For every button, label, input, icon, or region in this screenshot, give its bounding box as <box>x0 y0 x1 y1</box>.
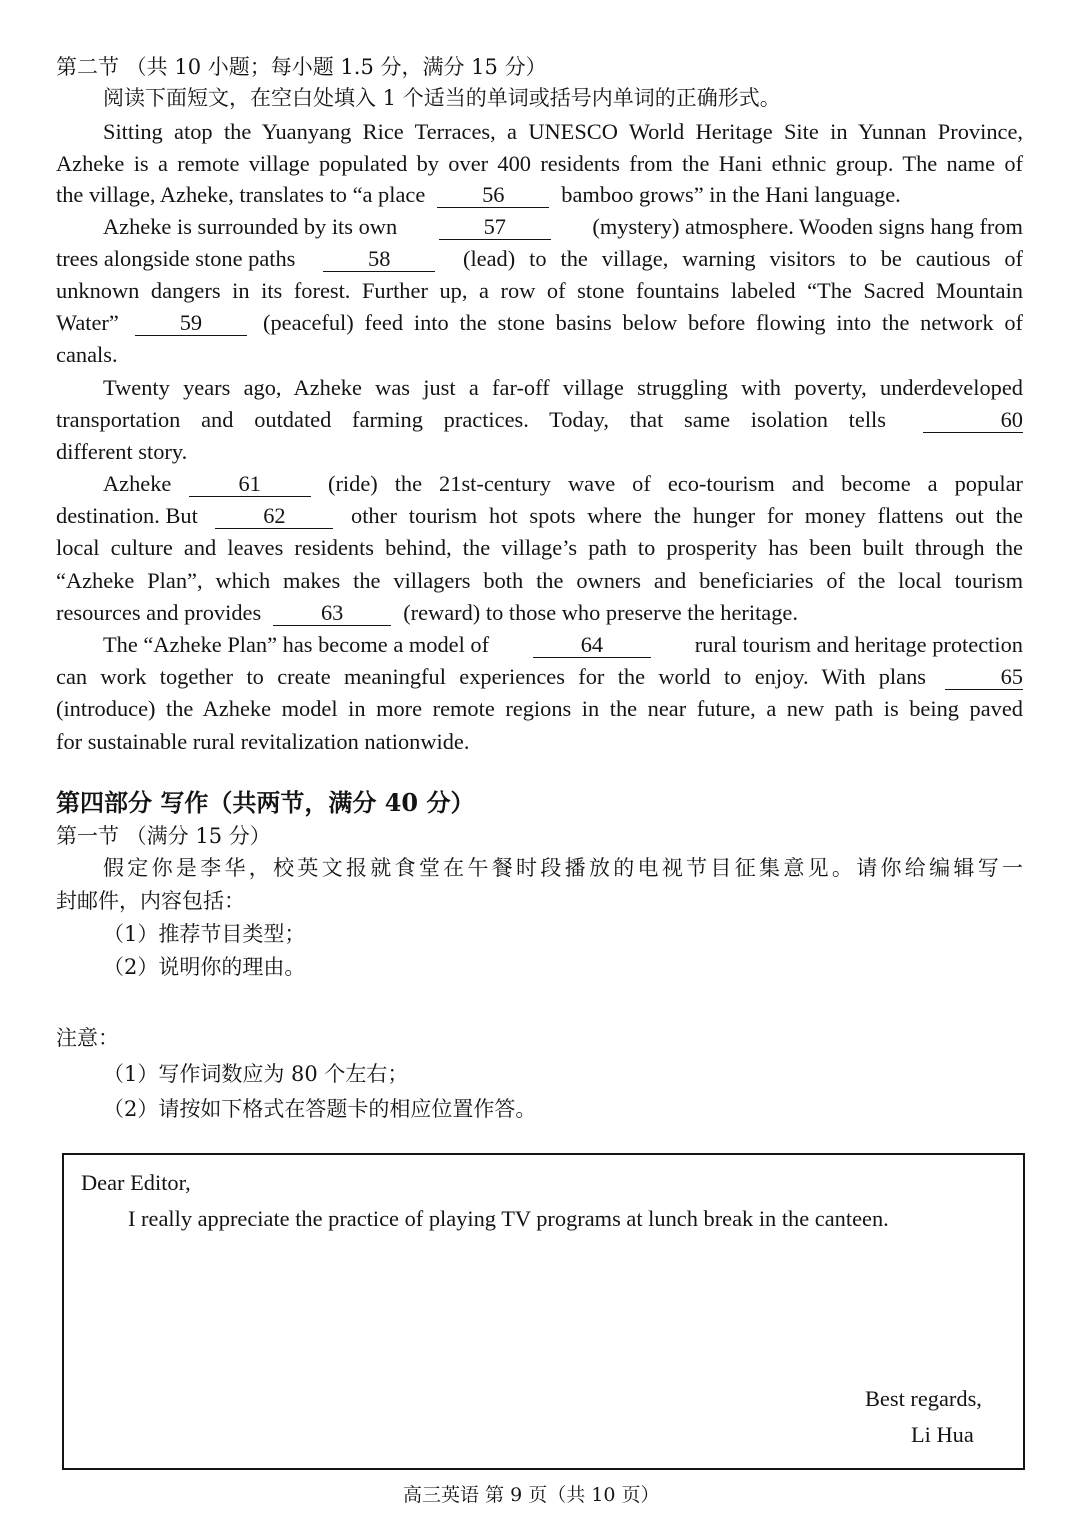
blank-58[interactable]: 58 <box>323 248 435 272</box>
passage-line: unknown dangers in its forest. Further up, a row of stone fountains labeled “The Sacred Mountain <box>56 278 1023 303</box>
section-instruction: 阅读下面短文，在空白处填入 1 个适当的单词或括号内单词的正确形式。 <box>103 86 781 110</box>
passage-line: Azheke is a remote village populated by over 400 residents from the Hani ethnic group. The name of <box>56 151 1023 176</box>
passage-line: destination. But 62 other tourism hot spots where the hunger for money flattens out the <box>56 503 1023 528</box>
passage-line: Twenty years ago, Azheke was just a far-off village struggling with poverty, underdeveloped <box>103 375 1023 400</box>
passage-line: Azheke is surrounded by its own 57 (mystery) atmosphere. Wooden signs hang from <box>103 214 1023 239</box>
passage-line: transportation and outdated farming practices. Today, that same isolation tells 60 <box>56 407 1023 432</box>
task-text: 假定你是李华，校英文报就食堂在午餐时段播放的电视节目征集意见。请你给编辑写一 <box>103 856 1023 880</box>
passage-line: The “Azheke Plan” has become a model of 64 rural tourism and heritage protection <box>103 632 1023 657</box>
letter-first-line: I really appreciate the practice of playing TV programs at lunch break in the canteen. <box>128 1206 889 1231</box>
note-title: 注意： <box>56 1026 119 1050</box>
note-item: （1）写作词数应为 80 个左右； <box>103 1062 409 1086</box>
passage-line: Azheke 61 (ride) the 21st-century wave of eco-tourism and become a popular <box>103 471 1023 496</box>
passage-line: local culture and leaves residents behind, the village’s path to prosperity has been built through the <box>56 535 1023 560</box>
part-heading: 第四部分 写作（共两节，满分 40 分） <box>56 788 475 817</box>
blank-57[interactable]: 57 <box>439 216 551 240</box>
blank-65[interactable]: 65 <box>945 666 1023 690</box>
letter-template-box <box>62 1153 1025 1470</box>
section-heading: 第二节 （共 10 小题；每小题 1.5 分，满分 15 分） <box>56 55 547 79</box>
passage-line: Water” 59 (peaceful) feed into the stone basins below before flowing into the network of <box>56 310 1023 335</box>
section-heading: 第一节 （满分 15 分） <box>56 824 271 848</box>
page-footer: 高三英语 第 9 页（共 10 页） <box>403 1484 660 1506</box>
passage-line: (introduce) the Azheke model in more remote regions in the near future, a new path is being paved <box>56 696 1023 721</box>
passage-line: trees alongside stone paths 58 (lead) to the village, warning visitors to be cautious of <box>56 246 1023 271</box>
note-item: （2）请按如下格式在答题卡的相应位置作答。 <box>103 1097 537 1121</box>
blank-61[interactable]: 61 <box>189 473 311 497</box>
letter-greeting: Dear Editor, <box>81 1170 191 1195</box>
passage-line: the village, Azheke, translates to “a place 56 bamboo grows” in the Hani language. <box>56 182 901 207</box>
blank-59[interactable]: 59 <box>135 312 247 336</box>
task-text: 封邮件，内容包括： <box>56 889 245 913</box>
task-item: （2）说明你的理由。 <box>103 955 306 979</box>
passage-line: canals. <box>56 342 118 367</box>
blank-60[interactable]: 60 <box>923 409 1023 433</box>
passage-line: different story. <box>56 439 188 464</box>
blank-62[interactable]: 62 <box>215 505 333 529</box>
letter-closing: Best regards, <box>865 1386 982 1411</box>
passage-line: for sustainable rural revitalization nationwide. <box>56 729 470 754</box>
passage-line: Sitting atop the Yuanyang Rice Terraces, a UNESCO World Heritage Site in Yunnan Province, <box>103 119 1023 144</box>
passage-line: can work together to create meaningful experiences for the world to enjoy. With plans 65 <box>56 664 1023 689</box>
blank-64[interactable]: 64 <box>533 634 651 658</box>
task-item: （1）推荐节目类型； <box>103 922 306 946</box>
letter-signature: Li Hua <box>911 1422 974 1447</box>
passage-line: “Azheke Plan”, which makes the villagers both the owners and beneficiaries of the local tourism <box>56 568 1023 593</box>
blank-56[interactable]: 56 <box>437 184 549 208</box>
blank-63[interactable]: 63 <box>273 602 391 626</box>
passage-line: resources and provides 63 (reward) to those who preserve the heritage. <box>56 600 798 625</box>
